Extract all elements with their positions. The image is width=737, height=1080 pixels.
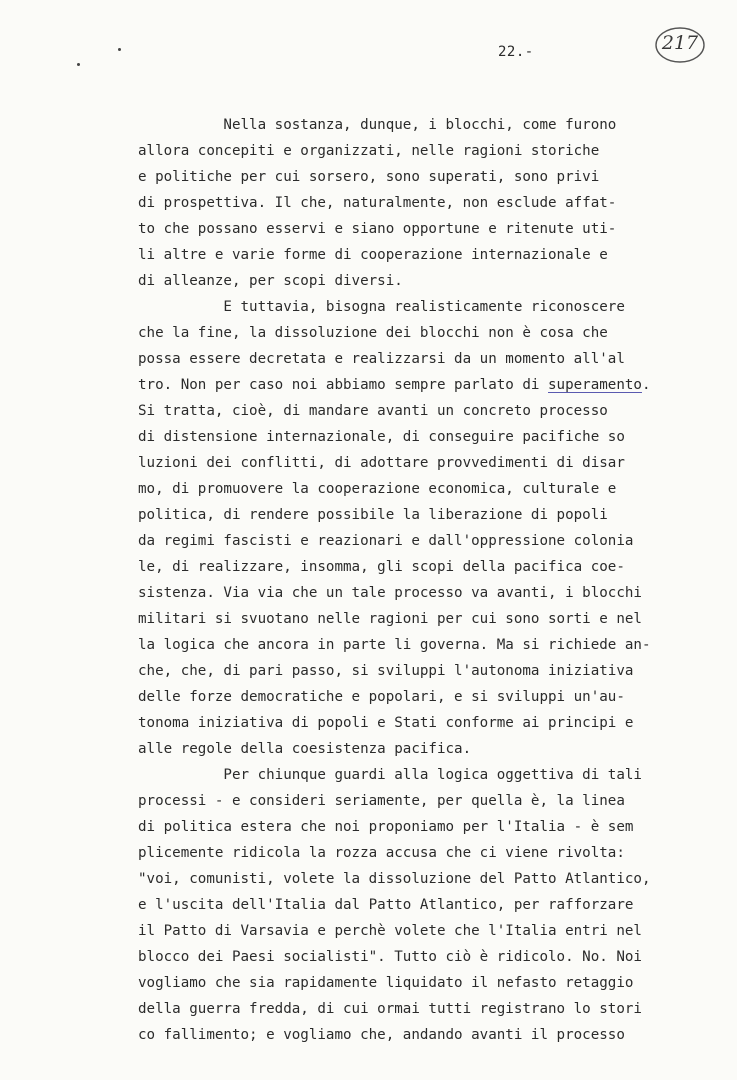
scan-speck (77, 63, 80, 66)
archive-stamp (654, 26, 706, 64)
text-line: da regimi fascisti e reazionari e dall'oppressione colonia (138, 533, 634, 549)
text-line: di politica estera che noi proponiamo per l'Italia - è sem (138, 819, 634, 835)
body-text (138, 112, 698, 1048)
text-line: vogliamo che sia rapidamente liquidato il nefasto retaggio (138, 975, 634, 991)
underlined-word: superamento (548, 377, 642, 393)
text-line: sistenza. Via via che un tale processo va avanti, i blocchi (138, 585, 642, 601)
text-line: Per chiunque guardi alla logica oggettiva di tali (138, 767, 642, 783)
text-line: alle regole della coesistenza pacifica. (138, 741, 472, 757)
text-line: E tuttavia, bisogna realisticamente riconoscere (138, 299, 625, 315)
text-line: di distensione internazionale, di conseguire pacifiche so (138, 429, 625, 445)
text-line: "voi, comunisti, volete la dissoluzione del Patto Atlantico, (138, 871, 651, 887)
text-line: della guerra fredda, di cui ormai tutti registrano lo stori (138, 1001, 642, 1017)
text-line: la logica che ancora in parte li governa. Ma si richiede an- (138, 637, 651, 653)
text-line: di alleanze, per scopi diversi. (138, 273, 403, 289)
text-line: e politiche per cui sorsero, sono superati, sono privi (138, 169, 600, 185)
text-line: militari si svuotano nelle ragioni per cui sono sorti e nel (138, 611, 642, 627)
text-line: li altre e varie forme di cooperazione internazionale e (138, 247, 608, 263)
text-line: luzioni dei conflitti, di adottare provvedimenti di disar (138, 455, 625, 471)
text-line: Si tratta, cioè, di mandare avanti un concreto processo (138, 403, 608, 419)
text-line: allora concepiti e organizzati, nelle ragioni storiche (138, 143, 600, 159)
text-line: plicemente ridicola la rozza accusa che ci viene rivolta: (138, 845, 625, 861)
text-line: processi - e consideri seriamente, per quella è, la linea (138, 793, 625, 809)
archive-number: 217 (661, 32, 699, 54)
text-line: blocco dei Paesi socialisti". Tutto ciò è ridicolo. No. Noi (138, 949, 642, 965)
text-line: le, di realizzare, insomma, gli scopi della pacifica coe- (138, 559, 625, 575)
text-line: politica, di rendere possibile la liberazione di popoli (138, 507, 608, 523)
text-line: che, che, di pari passo, si sviluppi l'autonoma iniziativa (138, 663, 634, 679)
text-line: tro. Non per caso noi abbiamo sempre parlato di superamento. (138, 377, 651, 393)
text-line: delle forze democratiche e popolari, e si sviluppi un'au- (138, 689, 625, 705)
text-line: di prospettiva. Il che, naturalmente, non esclude affat- (138, 195, 617, 211)
text-line: mo, di promuovere la cooperazione economica, culturale e (138, 481, 617, 497)
page-number: 22.- (498, 44, 534, 60)
text-line: che la fine, la dissoluzione dei blocchi non è cosa che (138, 325, 608, 341)
text-line: e l'uscita dell'Italia dal Patto Atlantico, per rafforzare (138, 897, 634, 913)
text-line: Nella sostanza, dunque, i blocchi, come furono (138, 117, 617, 133)
text-line: il Patto di Varsavia e perchè volete che l'Italia entri nel (138, 923, 642, 939)
scan-speck (118, 48, 121, 51)
text-line: to che possano esservi e siano opportune e ritenute uti- (138, 221, 617, 237)
text-line: tonoma iniziativa di popoli e Stati conforme ai principi e (138, 715, 634, 731)
text-line: possa essere decretata e realizzarsi da un momento all'al (138, 351, 625, 367)
text-line: co fallimento; e vogliamo che, andando avanti il processo (138, 1027, 625, 1043)
